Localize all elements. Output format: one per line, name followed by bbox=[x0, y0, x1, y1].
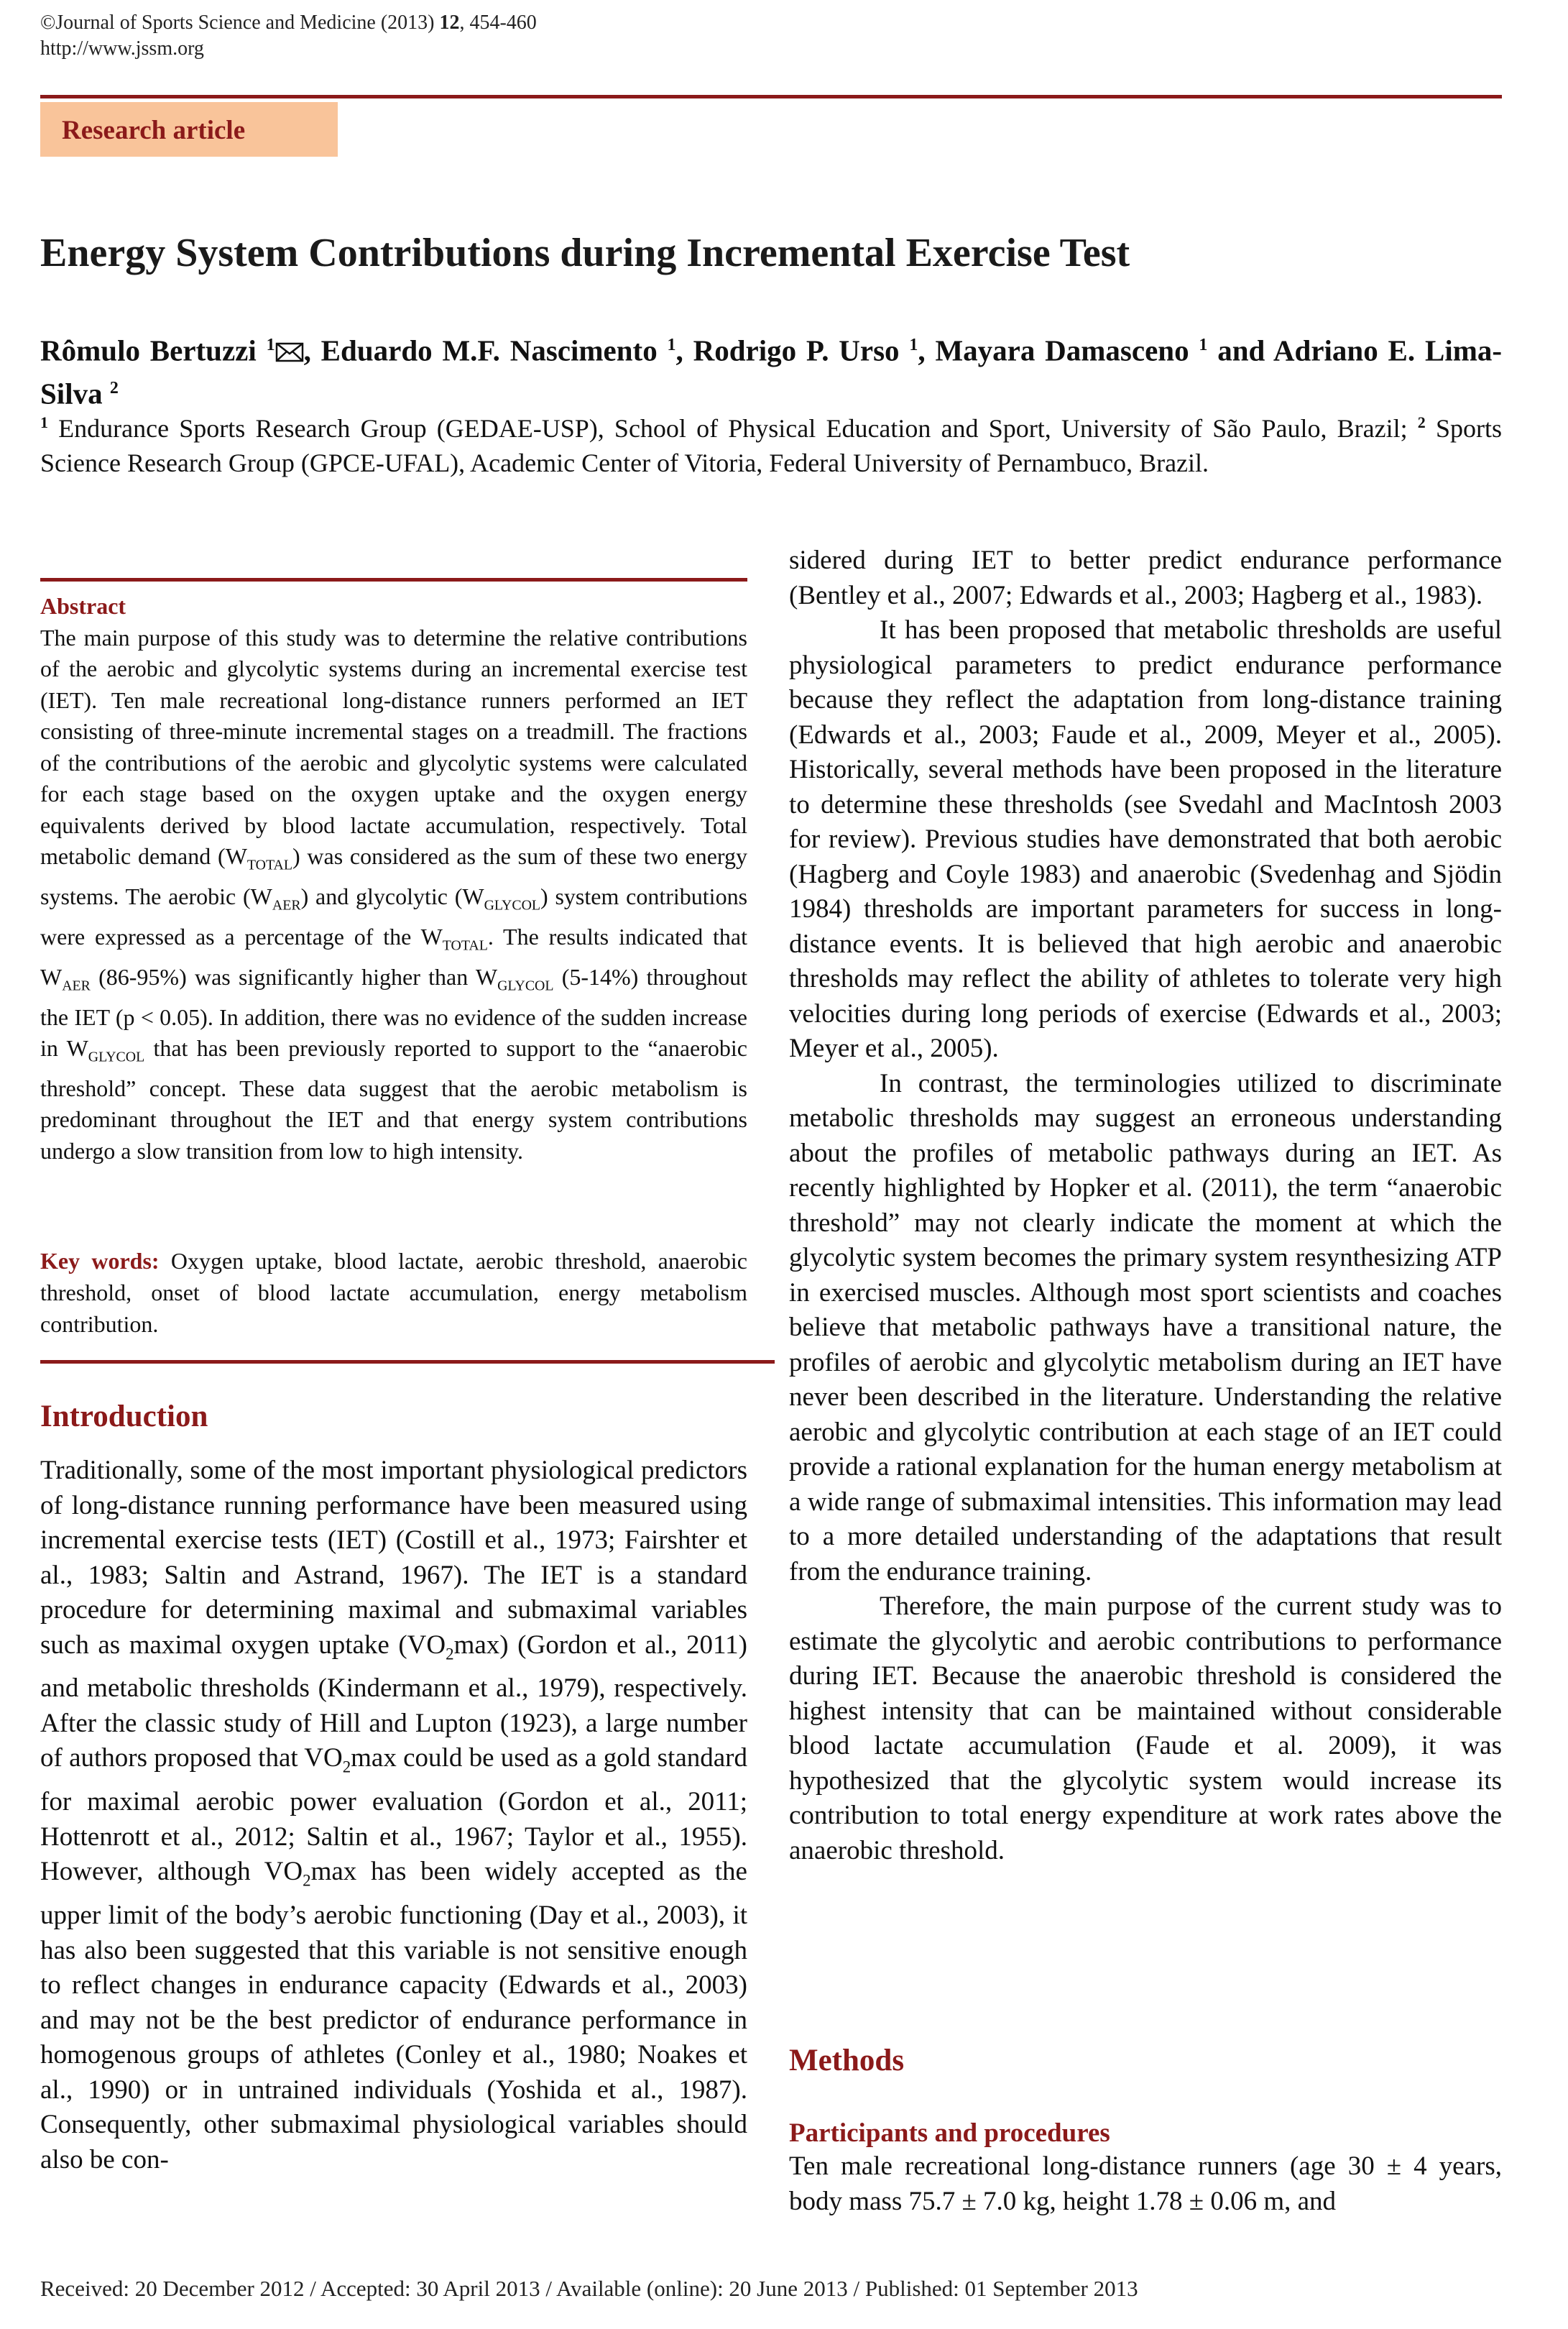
affiliation-mark: 2 bbox=[109, 378, 119, 398]
abstract-rule-bottom bbox=[40, 1360, 775, 1364]
paragraph: It has been proposed that metabolic thresholds are useful physiological parameters to predict endurance performance because they reflect the adaptation from long-distance training (Edwards et al., 2003; Faude et al., 2009, Meyer et al., 2005). Historically, several methods have been proposed in the literature to determine these thresholds (see Svedahl and MacIntosh 2003 for review). Previous studies have demonstrated that both aerobic (Hagberg and Coyle 1983) and anaerobic (Svedenhag and Sjödin 1984) thresholds are important parameters for success in long-distance events. It is believed that high aerobic and anaerobic thresholds may reflect the ability of athletes to tolerate very high velocities during long periods of exercise (Edwards et al., 2003; Meyer et al., 2005). bbox=[789, 615, 1502, 1063]
affiliation-mark: 1 bbox=[1199, 336, 1208, 354]
abstract-text: The main purpose of this study was to determine the relative contributions of the aerobic and glycolytic systems during an incremental exercise test (IET). Ten male recreational long-distance runners performed an IET consisting of three-minute incremental stages on a treadmill. The fractions of the contributions of the aerobic and glycolytic systems were calculated for each stage based on the oxygen uptake and the oxygen energy equivalents derived by blood lactate accumulation, respectively. Total metabolic demand $(W_{TOTAL})$ was considered as the sum of these two energy systems. The aerobic $(W_{AER})$ and glycolytic $(W_{GLYCOL})$ system contributions were expressed as a percentage of the $W_{TOTAL}$. The results indicated that $W_{AER}$ (86-95%) was significantly higher than $W_{GLYCOL}$ (5-14%) throughout the IET (p < 0.05). In addition, there was no evidence of the sudden increase in $W_{GLYCOL}$ that has been previously reported to support to the “anaerobic threshold” concept. These data suggest that the aerobic metabolism is predominant throughout the IET and that energy system contributions undergo a slow transition from low to high intensity. bbox=[40, 624, 748, 1164]
affiliations bbox=[40, 405, 1502, 480]
introduction-heading: Introduction bbox=[40, 1400, 208, 1433]
journal-masthead bbox=[40, 10, 537, 62]
keywords-label: Key words: bbox=[40, 1248, 160, 1274]
affiliation-mark: 1 bbox=[909, 336, 918, 354]
keywords-text: Oxygen uptake, blood lactate, aerobic threshold, anaerobic threshold, onset of blood lactate accumulation, energy metabolism contribution. bbox=[40, 1248, 748, 1337]
author-conjunction: and bbox=[1207, 334, 1273, 367]
paragraph: Therefore, the main purpose of the current study was to estimate the glycolytic and aerobic contributions to performance during IET. Because the anaerobic threshold is considered the highest intensity that can be maintained without considerable blood lactate accumulation (Faude et al. 2009), it was hypothesized that the glycolytic system would increase its contribution to total energy expenditure at work rates above the anaerobic threshold. bbox=[789, 1591, 1502, 1865]
abstract bbox=[40, 591, 747, 1167]
paragraph: Ten male recreational long-distance runners (age 30 ± 4 years, body mass 75.7 ± 7.0 kg, height 1.78 ± 0.06 m, and bbox=[789, 2151, 1502, 2216]
abstract-rule-top bbox=[40, 578, 747, 582]
participants-subheading: Participants and procedures bbox=[789, 2118, 1110, 2148]
author-name: , Mayara Damasceno bbox=[918, 334, 1199, 367]
article-title: Energy System Contributions during Incremental Exercise Test bbox=[40, 231, 1130, 275]
paragraph: In contrast, the terminologies utilized to discriminate metabolic thresholds may suggest an erroneous understanding about the profiles of metabolic pathways during an IET. As recently highlighted by Hopker et al. (2011), the term “anaerobic threshold” may not clearly indicate the moment at which the glycolytic system becomes the primary system resynthesizing ATP in exercised muscles. Although most sport scientists and coaches believe that metabolic pathways have a transitional nature, the profiles of aerobic and glycolytic metabolism during an IET have never been described in the literature. Understanding the relative aerobic and glycolytic contribution at each stage of an IET could provide a rational explanation for the human energy metabolism at a wide range of submaximal intensities. This information may lead to a more detailed understanding of the adaptations that result from the endurance training. bbox=[789, 1068, 1502, 1586]
right-column bbox=[789, 543, 1502, 1868]
envelope-icon[interactable] bbox=[275, 341, 304, 364]
left-column bbox=[40, 1453, 747, 2177]
journal-url[interactable]: http://www.jssm.org bbox=[40, 37, 204, 60]
author-name: , Rodrigo P. Urso bbox=[675, 334, 910, 367]
author-name: Adriano E. Lima-Silva bbox=[40, 334, 1503, 410]
journal-pages: , 454-460 bbox=[459, 12, 537, 34]
author-list bbox=[40, 326, 1502, 412]
paragraph: Traditionally, some of the most important physiological predictors of long-distance running performance have been measured using incremental exercise tests (IET) (Costill et al., 1973; Fairshter et al., 1983; Saltin and Astrand, 1967). The IET is a standard procedure for determining maximal and submaximal variables such as maximal oxygen uptake $(VO_2\max)$ (Gordon et al., 2011) and metabolic thresholds (Kindermann et al., 1979), respectively. After the classic study of Hill and Lupton (1923), a large number of authors proposed that $VO_2\max$ could be used as a gold standard for maximal aerobic power evaluation (Gordon et al., 2011; Hottenrott et al., 2012; Saltin et al., 1967; Taylor et al., 1955). However, although $VO_2\max$ has been widely accepted as the upper limit of the body’s aerobic functioning (Day et al., 2003), it has also been suggested that this variable is not sensitive enough to reflect changes in endurance capacity (Edwards et al., 2003) and may not be the best predictor of endurance performance in homogenous groups of athletes (Conley et al., 1980; Noakes et al., 1990) or in untrained individuals (Yoshida et al., 1987). Consequently, other submaximal physiological variables should also be con- bbox=[40, 1456, 747, 2174]
affiliation-mark: 1 bbox=[40, 413, 48, 431]
paragraph: sidered during IET to better predict endurance performance (Bentley et al., 2007; Edwards et al., 2003; Hagberg et al., 1983). bbox=[789, 546, 1502, 610]
article-type-badge bbox=[40, 102, 338, 157]
author-name: , Eduardo M.F. Nascimento bbox=[303, 334, 668, 367]
affiliation-text: Endurance Sports Research Group (GEDAE-USP), School of Physical Education and Sport, University of São Paulo, Brazil; bbox=[48, 414, 1418, 443]
methods-heading: Methods bbox=[789, 2044, 905, 2077]
affiliation-mark: 2 bbox=[1417, 413, 1426, 431]
author-name: Rômulo Bertuzzi bbox=[40, 334, 267, 367]
affiliation-text: Sports Science Research Group (GPCE-UFAL), Academic Center of Vitoria, Federal University of Pernambuco, Brazil. bbox=[40, 414, 1503, 477]
affiliation-mark: 1 bbox=[266, 336, 275, 354]
journal-name: ©Journal of Sports Science and Medicine (2013) bbox=[40, 12, 440, 34]
abstract-heading: Abstract bbox=[40, 593, 126, 619]
methods-text bbox=[789, 2149, 1502, 2219]
header-rule bbox=[40, 95, 1502, 98]
article-type-label: Research article bbox=[62, 116, 246, 145]
keywords bbox=[40, 1245, 747, 1340]
publication-dates: Received: 20 December 2012 / Accepted: 30 April 2013 / Available (online): 20 June 2013 / Published: 01 September 2013 bbox=[40, 2276, 1138, 2301]
affiliation-mark: 1 bbox=[667, 336, 676, 354]
journal-volume: 12 bbox=[439, 12, 460, 34]
